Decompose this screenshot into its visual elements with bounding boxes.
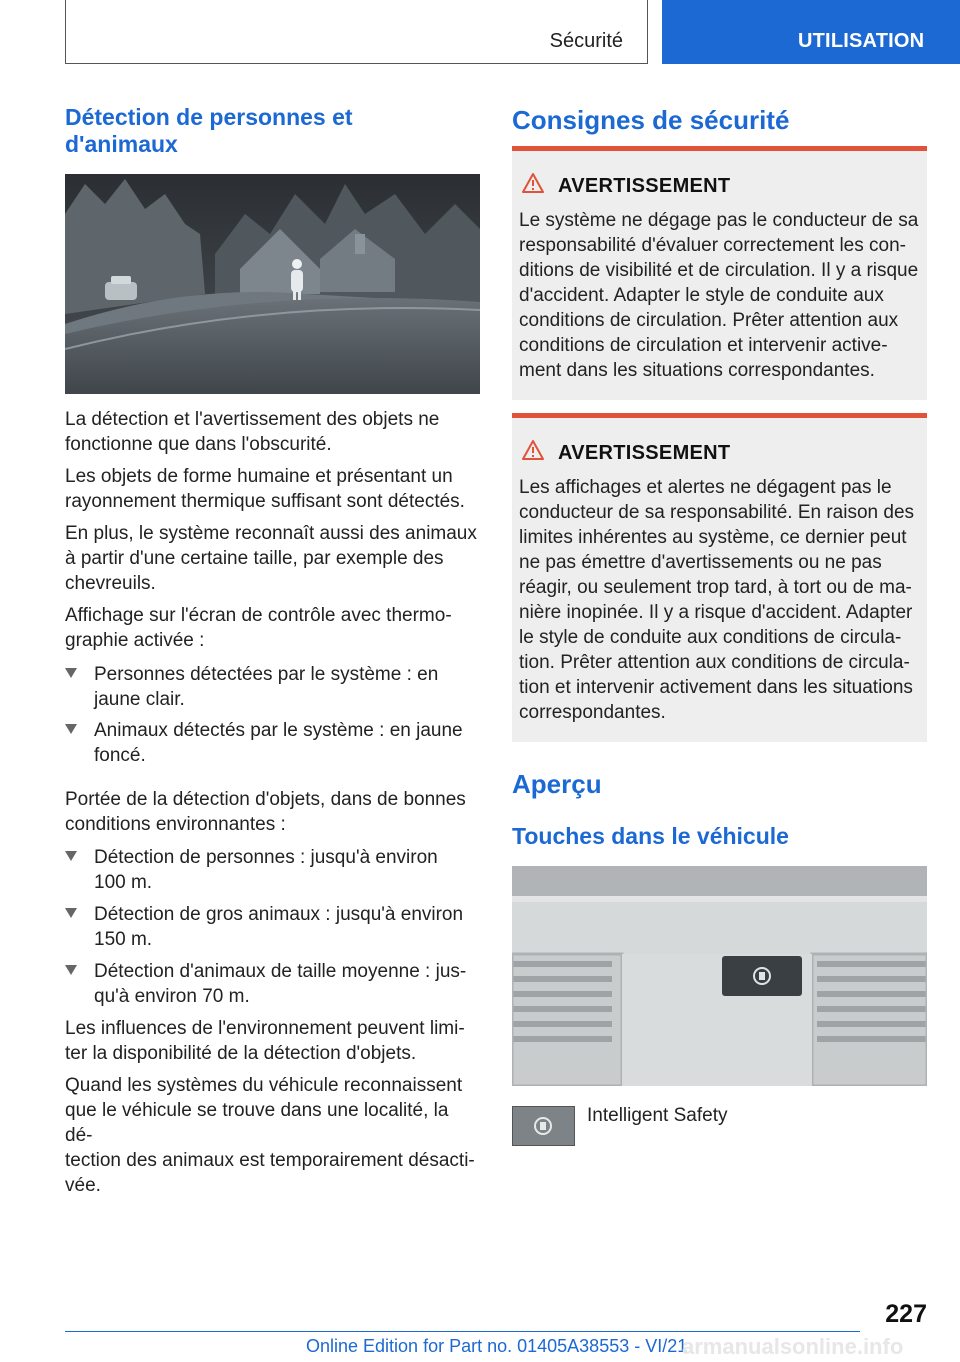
text-line: conditions environnantes : (65, 814, 286, 835)
paragraph (65, 1073, 480, 1198)
bullet-triangle-icon (65, 908, 77, 918)
list-item (65, 718, 480, 768)
button-label: Intelligent Safety (587, 1105, 728, 1126)
text-line: que le véhicule se trouve dans une localité, la dé- (65, 1100, 449, 1146)
text-line: rayonnement thermique suffisant sont détectés. (65, 491, 465, 512)
text-line: Détection d'animaux de taille moyenne : jus- (94, 961, 467, 982)
dashboard-image (512, 866, 927, 1086)
list-item (65, 959, 480, 1009)
overview-heading: Aperçu (512, 769, 602, 799)
text-line: à partir d'une certaine taille, par exemple des (65, 548, 444, 569)
list-item (65, 662, 480, 712)
warning-text (519, 208, 924, 383)
warning-text (519, 475, 924, 725)
text-line: ter la disponibilité de la détection d'objets. (65, 1043, 417, 1064)
paragraph (65, 521, 480, 596)
text-line: chevreuils. (65, 573, 156, 594)
text-line: tion et intervenir activement dans les situations (519, 677, 913, 698)
text-line: d'accident. Adapter le style de conduite aux (519, 285, 884, 306)
warning-triangle-icon (522, 172, 544, 194)
paragraph (65, 407, 480, 457)
text-line: Animaux détectés par le système : en jaune (94, 720, 463, 741)
text-line: ditions de visibilité et de circulation. Il y a risque (519, 260, 919, 281)
text-line: 100 m. (94, 872, 153, 893)
bullet-triangle-icon (65, 965, 77, 975)
text-line: Le système ne dégage pas le conducteur de sa (519, 210, 919, 231)
list-item (65, 902, 480, 952)
text-line: tection des animaux est temporairement désacti- (65, 1150, 475, 1171)
text-line: Quand les systèmes du véhicule reconnaissent (65, 1075, 463, 1096)
text-line: nière inopinée. Il y a risque d'accident. Adapter (519, 602, 913, 623)
bullet-triangle-icon (65, 724, 77, 734)
paragraph (65, 603, 480, 653)
text-line: foncé. (94, 745, 146, 766)
paragraph (65, 464, 480, 514)
edition-text: Online Edition for Part no. 01405A38553 - VI/21 (306, 1336, 688, 1356)
text-line: conditions de circulation. Prêter attention aux (519, 310, 899, 331)
text-line: ne pas émettre d'avertissements ou ne pas (519, 552, 882, 573)
text-line: Portée de la détection d'objets, dans de bonnes (65, 789, 466, 810)
header-chapter-tab[interactable] (662, 0, 960, 64)
text-line: jaune clair. (94, 689, 185, 710)
section-heading-line: d'animaux (65, 131, 178, 157)
header-chapter-label: UTILISATION (798, 30, 925, 52)
text-line: conducteur de sa responsabilité. En raison des (519, 502, 915, 523)
text-line: qu'à environ 70 m. (94, 986, 250, 1007)
text-line: Détection de gros animaux : jusqu'à environ (94, 904, 464, 925)
text-line: responsabilité d'évaluer correctement les con- (519, 235, 906, 256)
page-number: 227 (885, 1300, 927, 1328)
header-section-box (65, 0, 648, 64)
text-line: graphie activée : (65, 630, 205, 651)
text-line: Affichage sur l'écran de contrôle avec thermo- (65, 605, 452, 626)
text-line: En plus, le système reconnaît aussi des animaux (65, 523, 477, 544)
text-line: Les influences de l'environnement peuvent limi- (65, 1018, 465, 1039)
intelligent-safety-button[interactable] (512, 1106, 575, 1146)
bullet-triangle-icon (65, 851, 77, 861)
watermark: armanualsonline.info (682, 1334, 904, 1359)
text-line: Détection de personnes : jusqu'à environ (94, 847, 438, 868)
intelligent-safety-icon (513, 1107, 574, 1145)
text-line: correspondantes. (519, 702, 666, 723)
safety-heading: Consignes de sécurité (512, 105, 790, 135)
warning-title: AVERTISSEMENT (558, 175, 731, 197)
warning-box (512, 146, 927, 400)
text-line: Personnes détectées par le système : en (94, 664, 439, 685)
text-line: 150 m. (94, 929, 153, 950)
section-heading-line: Détection de personnes et (65, 104, 353, 130)
text-line: réagir, ou seulement trop tard, à tort ou de ma- (519, 577, 912, 598)
warning-box (512, 413, 927, 742)
sub-heading: Touches dans le véhicule (512, 823, 789, 849)
list-item (65, 845, 480, 895)
text-line: conditions de circulation et intervenir active- (519, 335, 888, 356)
text-line: Les affichages et alertes ne dégagent pas le (519, 477, 892, 498)
paragraph (65, 1016, 480, 1066)
text-line: ment dans les situations correspondantes. (519, 360, 875, 381)
text-line: Les objets de forme humaine et présentant un (65, 466, 453, 487)
text-line: fonctionne que dans l'obscurité. (65, 434, 332, 455)
text-line: vée. (65, 1175, 101, 1196)
warning-triangle-icon (522, 439, 544, 461)
bullet-triangle-icon (65, 668, 77, 678)
text-line: La détection et l'avertissement des objets ne (65, 409, 440, 430)
text-line: limites inhérentes au système, ce dernier peut (519, 527, 907, 548)
footer-divider (65, 1331, 860, 1332)
header-section-title: Sécurité (549, 30, 623, 52)
text-line: tion. Prêter attention aux conditions de circula- (519, 652, 910, 673)
text-line: le style de conduite aux conditions de circula- (519, 627, 902, 648)
paragraph (65, 787, 480, 837)
night-vision-image (65, 174, 480, 394)
section-heading (65, 104, 480, 158)
warning-title: AVERTISSEMENT (558, 442, 731, 464)
